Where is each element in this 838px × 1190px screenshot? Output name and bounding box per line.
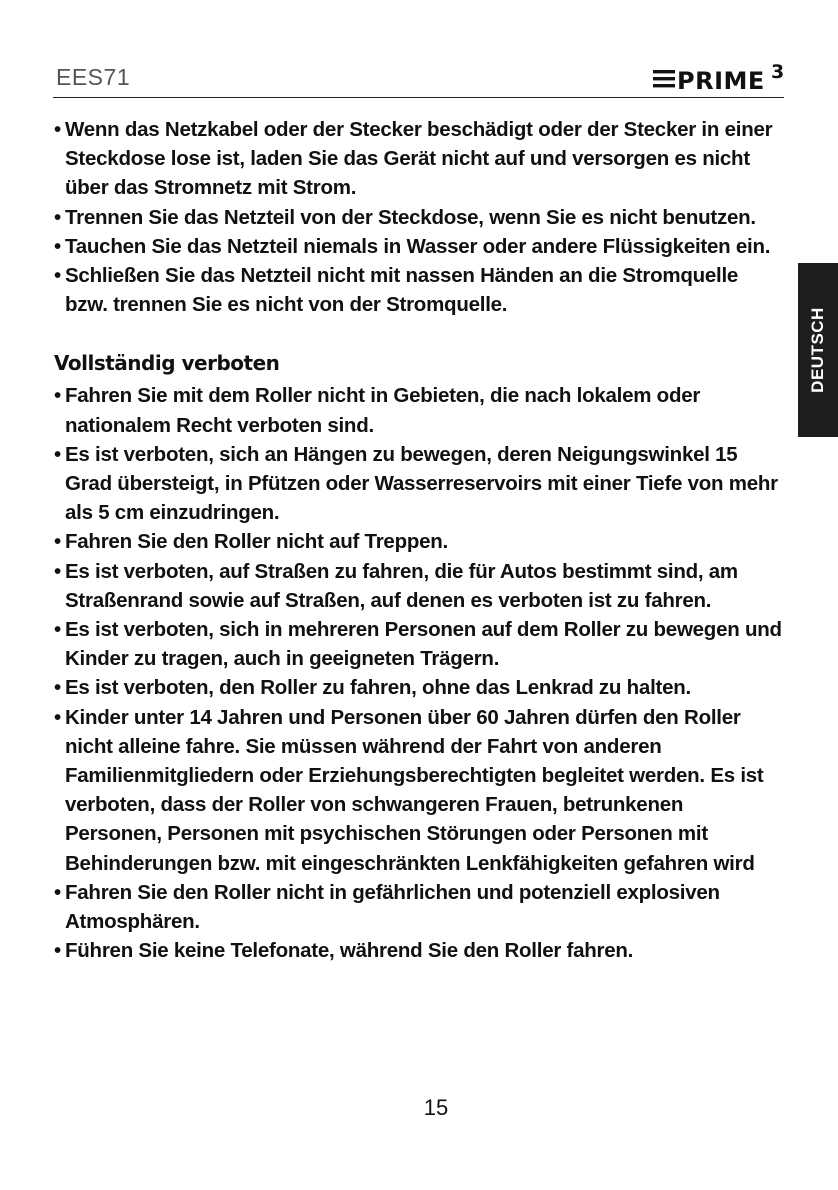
list-item: • Wenn das Netzkabel oder der Stecker beschädigt oder der Stecker in einer Steckdose lose ist, laden Sie das Gerät nicht auf und versorgen es nicht über das Stromnetz mit Strom.: [54, 115, 784, 203]
list-item: • Trennen Sie das Netzteil von der Steckdose, wenn Sie es nicht benutzen.: [54, 203, 784, 232]
list-item: • Führen Sie keine Telefonate, während Sie den Roller fahren.: [54, 936, 784, 965]
list-item: • Es ist verboten, auf Straßen zu fahren, die für Autos bestimmt sind, am Straßenrand sowie auf Straßen, auf denen es verboten ist zu fahren.: [54, 557, 784, 615]
section-heading: Vollständig verboten: [54, 351, 280, 376]
brand-superscript: 3: [771, 61, 785, 83]
language-tab-label: DEUTSCH: [808, 307, 827, 393]
list-item: • Fahren Sie mit dem Roller nicht in Gebieten, die nach lokalem oder nationalem Recht verboten sind.: [54, 381, 784, 439]
list-item: • Fahren Sie den Roller nicht auf Treppen.: [54, 527, 784, 556]
list-item: • Tauchen Sie das Netzteil niemals in Wasser oder andere Flüssigkeiten ein.: [54, 232, 784, 261]
page-number: 15: [423, 1095, 449, 1120]
language-tab: [798, 263, 838, 437]
list-item: • Es ist verboten, sich an Hängen zu bewegen, deren Neigungswinkel 15 Grad übersteigt, in Pfützen oder Wasserreservoirs mit einer Tiefe von mehr als 5 cm einzudringen.: [54, 440, 784, 528]
model-number: EES71: [56, 64, 131, 90]
list-item: • Kinder unter 14 Jahren und Personen über 60 Jahren dürfen den Roller nicht alleine fahre. Sie müssen während der Fahrt von anderen Familienmitgliedern oder Erziehungsberechtigten begleitet werden. Es ist verboten, dass der Roller von schwangeren Frauen, betrunkenen Personen, Personen mit psychischen Störungen oder Personen mit Behinderungen bzw. mit eingeschränkten Lenkfähigkeiten gefahren wird: [54, 703, 784, 878]
list-item: • Es ist verboten, sich in mehreren Personen auf dem Roller zu bewegen und Kinder zu tragen, auch in geeigneten Trägern.: [54, 615, 784, 673]
prime3-logo: [652, 60, 786, 94]
safety-list: [54, 115, 784, 319]
prohibited-list: [54, 381, 784, 965]
list-item: • Schließen Sie das Netzteil nicht mit nassen Händen an die Stromquelle bzw. trennen Sie es nicht von der Stromquelle.: [54, 261, 784, 319]
list-item: • Fahren Sie den Roller nicht in gefährlichen und potenziell explosiven Atmosphären.: [54, 878, 784, 936]
header-divider: [53, 97, 784, 98]
brand-word: PRIME: [677, 67, 765, 94]
page-content: [54, 115, 784, 965]
list-item: • Es ist verboten, den Roller zu fahren, ohne das Lenkrad zu halten.: [54, 673, 784, 702]
